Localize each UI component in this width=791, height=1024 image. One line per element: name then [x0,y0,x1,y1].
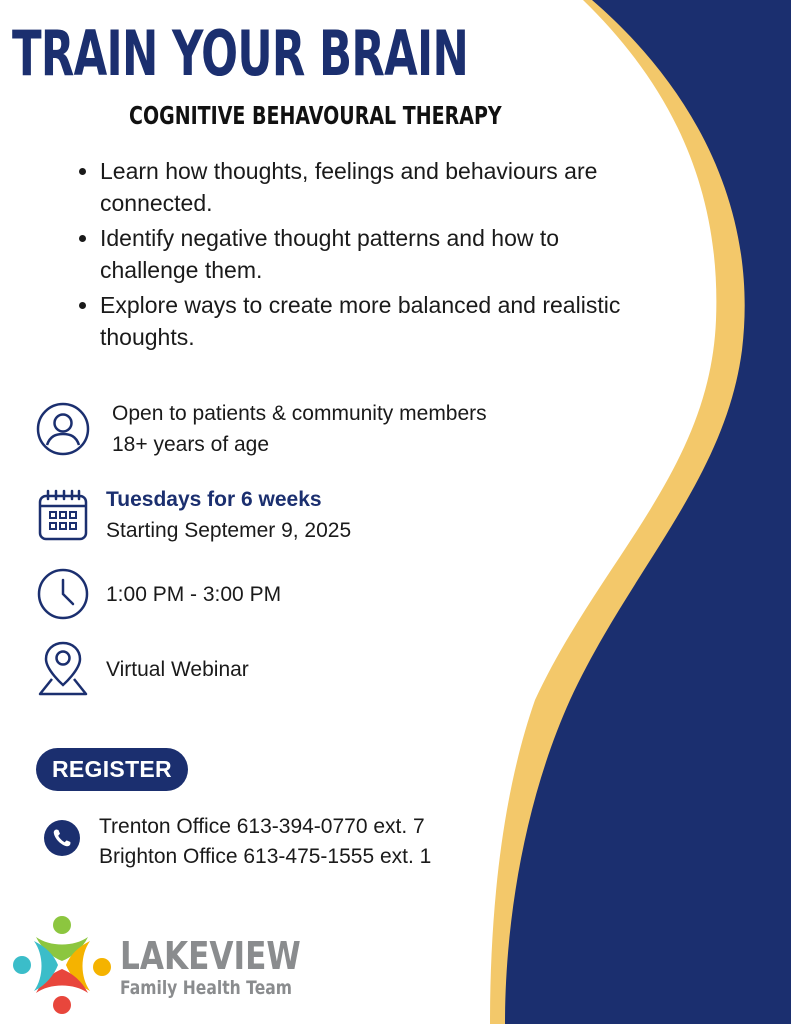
schedule-line-1: Tuesdays for 6 weeks [106,488,322,511]
logo [120,936,340,1000]
time-row [34,565,281,623]
list-item: • Learn how thoughts, feelings and behaviours are connected. [100,155,645,219]
eligibility-row [34,398,487,460]
calendar-icon [34,486,92,544]
eligibility-line-2: 18+ years of age [112,433,270,456]
person-icon [34,400,92,458]
location-text: Virtual Webinar [106,657,249,681]
list-item: • Identify negative thought patterns and how to challenge them. [100,222,645,286]
logo-name: LAKEVIEW [120,934,301,978]
contact-list [99,812,431,872]
page-title: TRAIN YOUR BRAIN [12,17,469,90]
schedule-row [34,484,351,546]
eligibility-line-1: Open to patients & community members [112,402,487,425]
location-pin-icon [34,640,92,698]
time-text: 1:00 PM - 3:00 PM [106,582,282,606]
register-button[interactable]: REGISTER [36,748,188,791]
page-subtitle: COGNITIVE BEHAVOURAL THERAPY [129,101,502,130]
logo-tagline: Family Health Team [120,977,293,999]
location-row [34,640,249,698]
benefits-list [80,155,645,356]
logo-icon [12,915,114,1015]
clock-icon [34,565,92,623]
schedule-line-2: Starting Septemer 9, 2025 [106,519,352,542]
phone-icon [44,820,80,856]
list-item: • Explore ways to create more balanced and realistic thoughts. [100,289,645,353]
contact-trenton: Trenton Office 613-394-0770 ext. 7 [99,815,425,838]
contact-brighton: Brighton Office 613-475-1555 ext. 1 [99,845,432,868]
